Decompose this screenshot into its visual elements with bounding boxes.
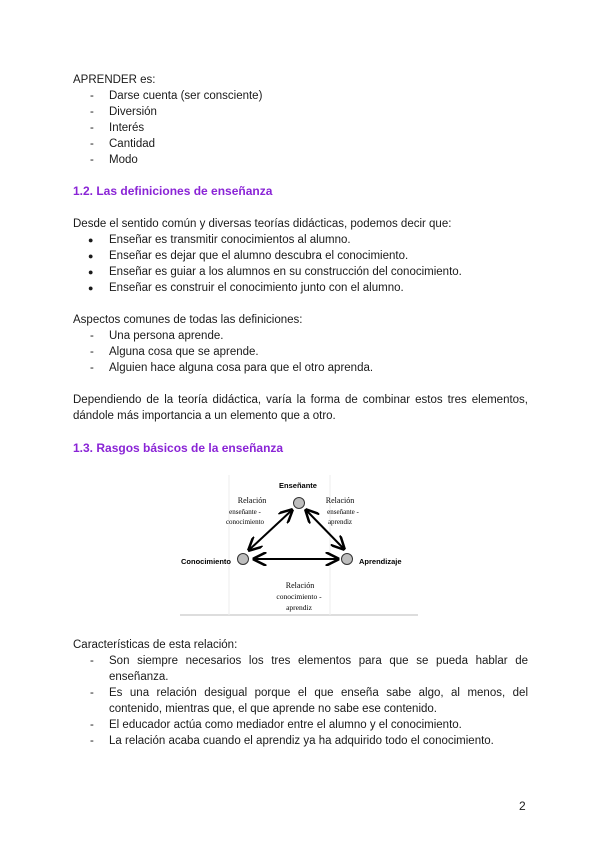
bullet-icon: ●	[88, 235, 94, 245]
dash: -	[90, 154, 94, 166]
node-knowledge	[238, 554, 249, 565]
dash: -	[90, 687, 94, 699]
node-learner	[342, 554, 353, 565]
section-intro: Desde el sentido común y diversas teorías didácticas, podemos decir que:	[73, 218, 452, 230]
list-item: Enseñar es construir el conocimiento junto con el alumno.	[109, 282, 404, 294]
rel-teacher-learner-2: enseñante -	[327, 508, 359, 516]
label-learner: Aprendizaje	[359, 557, 402, 566]
dash: -	[90, 346, 94, 358]
arrow-teacher-knowledge	[249, 510, 292, 550]
list-item: Cantidad	[109, 138, 156, 150]
list-item: Una persona aprende.	[109, 330, 224, 342]
characteristics-title: Características de esta relación:	[73, 639, 238, 651]
dash: -	[90, 719, 94, 731]
teaching-triangle-diagram	[180, 475, 420, 617]
list-item: Alguna cosa que se aprende.	[109, 346, 259, 358]
rel-teacher-learner-1: Relación	[325, 496, 355, 505]
list-item: La relación acaba cuando el aprendiz ya ha adquirido todo el conocimiento.	[109, 735, 494, 747]
aprender-title: APRENDER es:	[73, 74, 156, 86]
dash: -	[90, 122, 94, 134]
dash: -	[90, 655, 94, 667]
dash: -	[90, 362, 94, 374]
bullet-icon: ●	[88, 267, 94, 277]
list-item: Son siempre necesarios los tres elementos para que se pueda hablar de enseñanza.	[109, 655, 528, 683]
page-number: 2	[519, 799, 526, 813]
list-item: Interés	[109, 122, 145, 134]
list-item: Diversión	[109, 106, 157, 118]
dash: -	[90, 90, 94, 102]
rel-knowledge-learner-3: aprendiz	[286, 603, 312, 612]
rel-teacher-knowledge-3: conocimiento	[225, 518, 265, 526]
rel-knowledge-learner-1: Relación	[285, 581, 315, 590]
rel-teacher-knowledge-2: enseñante -	[229, 508, 261, 516]
common-aspects-title: Aspectos comunes de todas las definiciones:	[73, 314, 303, 326]
list-item: Enseñar es dejar que el alumno descubra el conocimiento.	[109, 250, 409, 262]
list-item: Alguien hace alguna cosa para que el otro aprenda.	[109, 362, 374, 374]
list-item: Es una relación desigual porque el que enseña sabe algo, al menos, del contenido, mientras que, el que aprende no sabe ese contenido.	[109, 687, 528, 715]
node-teacher	[294, 498, 305, 509]
section-heading: 1.2. Las definiciones de enseñanza	[73, 184, 273, 198]
dash: -	[90, 138, 94, 150]
label-knowledge: Conocimiento	[181, 557, 231, 566]
list-item: Darse cuenta (ser consciente)	[109, 90, 263, 102]
dash: -	[90, 735, 94, 747]
section-heading: 1.3. Rasgos básicos de la enseñanza	[73, 441, 284, 455]
rel-teacher-knowledge-1: Relación	[237, 496, 267, 505]
closing-paragraph: Dependiendo de la teoría didáctica, varía la forma de combinar estos tres elementos, dándole más importancia a un elemento que a otro.	[73, 394, 528, 422]
list-item: Enseñar es guiar a los alumnos en su construcción del conocimiento.	[109, 266, 462, 278]
label-teacher: Enseñante	[279, 481, 317, 490]
dash: -	[90, 106, 94, 118]
rel-knowledge-learner-2: conocimiento -	[276, 592, 322, 601]
list-item: Enseñar es transmitir conocimientos al alumno.	[109, 234, 351, 246]
bullet-icon: ●	[88, 251, 94, 261]
list-item: Modo	[109, 154, 138, 166]
dash: -	[90, 330, 94, 342]
rel-teacher-learner-3: aprendiz	[327, 518, 353, 526]
bullet-icon: ●	[88, 283, 94, 293]
list-item: El educador actúa como mediador entre el alumno y el conocimiento.	[109, 719, 462, 731]
